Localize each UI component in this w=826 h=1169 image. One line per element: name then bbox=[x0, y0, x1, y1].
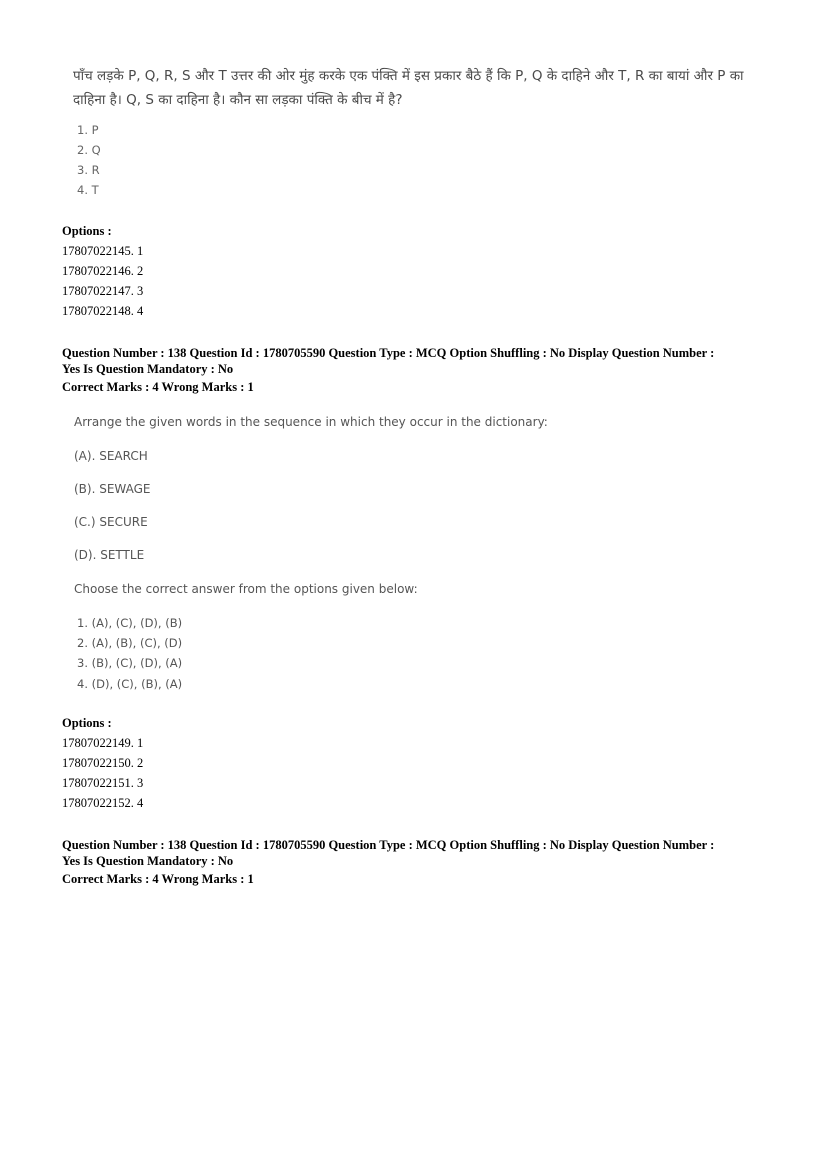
q2-options-label: Options : bbox=[62, 716, 112, 730]
q2-choice-4: 4. (D), (C), (B), (A) bbox=[77, 677, 183, 691]
q2-choice-1: 1. (A), (C), (D), (B) bbox=[77, 616, 183, 630]
q3-header-line1: Question Number : 138 Question Id : 1780705590 Question Type : MCQ Option Shuffling : No Display Question Number : bbox=[62, 838, 715, 852]
q2-choose-text: Choose the correct answer from the options given below: bbox=[74, 582, 418, 596]
q1-choice-2: 2. Q bbox=[77, 143, 101, 157]
q2-choice-3: 3. (B), (C), (D), (A) bbox=[77, 656, 183, 670]
q3-header-line2: Yes Is Question Mandatory : No bbox=[62, 854, 234, 868]
q2-marks: Correct Marks : 4 Wrong Marks : 1 bbox=[62, 380, 254, 394]
q2-header-line1: Question Number : 138 Question Id : 1780705590 Question Type : MCQ Option Shuffling : No Display Question Number : bbox=[62, 346, 715, 360]
q2-header-line2: Yes Is Question Mandatory : No bbox=[62, 362, 234, 376]
q1-question-text: पाँच लड़के P, Q, R, S और T उत्तर की ओर मुंह करके एक पंक्ति में इस प्रकार बैठे हैं कि P, Q के दाहिने और T, R का बायां और P का दाहिना है। Q, S का दाहिना है। कौन सा लड़का पंक्ति के बीच में है? bbox=[73, 68, 744, 108]
q1-choice-1: 1. P bbox=[77, 123, 99, 137]
q2-instruction: Arrange the given words in the sequence in which they occur in the dictionary: bbox=[74, 415, 548, 429]
q1-option-1: 17807022145. 1 bbox=[62, 244, 144, 258]
q1-option-3: 17807022147. 3 bbox=[62, 284, 144, 298]
q2-option-2: 17807022150. 2 bbox=[62, 756, 144, 770]
q2-word-c: (C.) SECURE bbox=[74, 515, 148, 529]
q2-option-3: 17807022151. 3 bbox=[62, 776, 144, 790]
q1-option-2: 17807022146. 2 bbox=[62, 264, 144, 278]
q2-choice-2: 2. (A), (B), (C), (D) bbox=[77, 636, 183, 650]
q2-word-a: (A). SEARCH bbox=[74, 449, 148, 463]
q2-option-4: 17807022152. 4 bbox=[62, 796, 144, 810]
q2-word-d: (D). SETTLE bbox=[74, 548, 145, 562]
q2-word-b: (B). SEWAGE bbox=[74, 482, 151, 496]
q1-options-label: Options : bbox=[62, 224, 112, 238]
q1-option-4: 17807022148. 4 bbox=[62, 304, 144, 318]
q3-marks: Correct Marks : 4 Wrong Marks : 1 bbox=[62, 872, 254, 886]
q1-choice-4: 4. T bbox=[77, 183, 99, 197]
q1-choice-3: 3. R bbox=[77, 163, 100, 177]
q2-option-1: 17807022149. 1 bbox=[62, 736, 144, 750]
